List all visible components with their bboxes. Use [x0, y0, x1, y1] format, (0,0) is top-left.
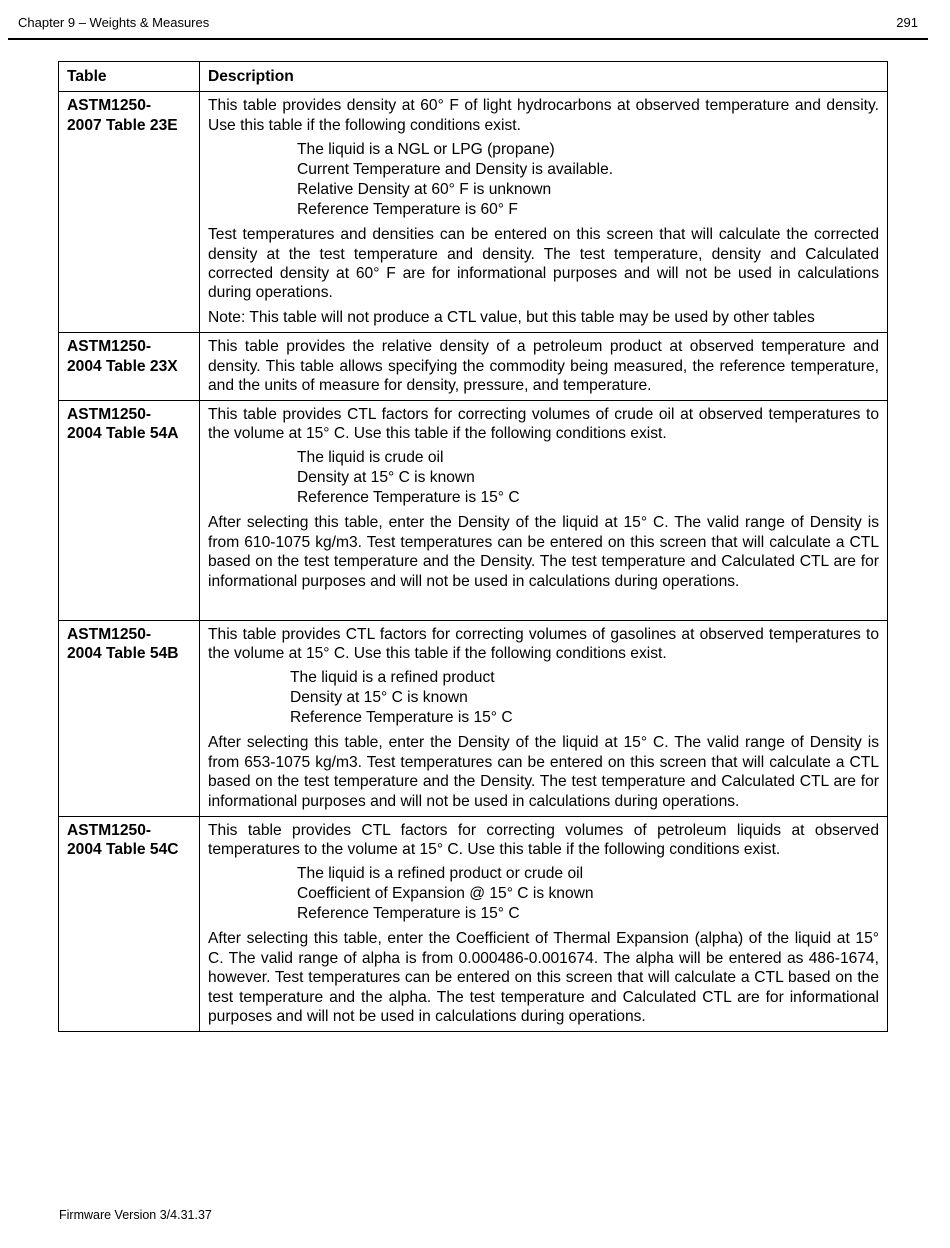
condition-item: The liquid is crude oil	[297, 449, 444, 467]
description-note: Note: This table will not produce a CTL value, but this table may be used by other tables	[208, 308, 815, 326]
condition-item: Reference Temperature is 15° C	[297, 905, 520, 923]
table-name-line: 2004 Table 23X	[67, 357, 178, 375]
table-name-line: 2004 Table 54C	[67, 841, 179, 859]
column-header-description: Description	[200, 62, 888, 92]
description-cell	[200, 333, 888, 400]
description-details: After selecting this table, enter the Density of the liquid at 15° C. The valid range of Density is from 610-1075 kg/m3. Test temperatures can be entered on this screen that will calculate a CTL based on the test temperature and the Density. The test temperature and Calculated CTL are for informational purposes and will not be used in calculations during operations.	[208, 514, 879, 590]
condition-item: The liquid is a NGL or LPG (propane)	[297, 141, 555, 159]
page-number: 291	[896, 15, 918, 30]
conditions-list	[208, 448, 879, 508]
table-row	[59, 400, 888, 620]
column-header-table: Table	[59, 62, 200, 92]
condition-item: Relative Density at 60° F is unknown	[297, 181, 552, 199]
conditions-list	[208, 140, 879, 220]
description-intro: This table provides density at 60° F of light hydrocarbons at observed temperature and density. Use this table if the following conditions exist.	[208, 97, 879, 134]
description-cell	[200, 816, 888, 1031]
table-header-row	[59, 62, 888, 92]
description-cell	[200, 620, 888, 816]
table-name-cell	[59, 620, 200, 816]
table-row	[59, 92, 888, 333]
condition-item: Current Temperature and Density is available.	[297, 161, 614, 179]
table-name-line: 2007 Table 23E	[67, 116, 178, 134]
condition-item: Density at 15° C is known	[297, 469, 475, 487]
table-name-line: ASTM1250-	[67, 97, 152, 115]
description-intro: This table provides CTL factors for correcting volumes of petroleum liquids at observed temperatures to the volume at 15° C. Use this table if the following conditions exist.	[208, 821, 879, 859]
description-cell	[200, 400, 888, 620]
conditions-list	[208, 668, 879, 728]
table-name-cell	[59, 816, 200, 1031]
chapter-title: Chapter 9 – Weights & Measures	[18, 15, 210, 30]
table-name-cell	[59, 400, 200, 620]
firmware-version: Firmware Version 3/4.31.37	[59, 1208, 212, 1222]
condition-item: Reference Temperature is 15° C	[290, 709, 513, 727]
description-cell	[200, 92, 888, 333]
table-name-line: ASTM1250-	[67, 821, 152, 839]
table-name-line: ASTM1250-	[67, 405, 152, 423]
condition-item: The liquid is a refined product	[290, 669, 495, 687]
condition-item: The liquid is a refined product or crude oil	[297, 865, 584, 883]
table-name-cell	[59, 92, 200, 333]
description-details: After selecting this table, enter the Density of the liquid at 15° C. The valid range of Density is from 653-1075 kg/m3. Test temperatures can be entered on this screen that will calculate a CTL based on the test temperature and the Density. The test temperature and Calculated CTL are for informational purposes and will not be used in calculations during operations.	[208, 734, 879, 810]
condition-item: Reference Temperature is 60° F	[297, 201, 518, 219]
description-details: Test temperatures and densities can be entered on this screen that will calculate the corrected density at the test temperature and density. The test temperature, density and Calculated corrected density at 60° F are for informational purposes and will not be used in calculations during operations.	[208, 226, 879, 302]
conditions-list	[208, 864, 879, 924]
table-row	[59, 816, 888, 1031]
table-name-line: ASTM1250-	[67, 625, 152, 643]
page-header	[8, 14, 928, 40]
table-row	[59, 620, 888, 816]
description-intro: This table provides CTL factors for correcting volumes of gasolines at observed temperatures to the volume at 15° C. Use this table if the following conditions exist.	[208, 625, 879, 663]
table-name-cell	[59, 333, 200, 400]
table-row	[59, 333, 888, 400]
description-details: After selecting this table, enter the Coefficient of Thermal Expansion (alpha) of the liquid at 15° C. The valid range of alpha is from 0.000486-0.001674. The alpha will be entered as 486-1674, however. Test temperatures can be entered on this screen that will calculate a CTL based on the test temperature and the alpha. The test temperature and Calculated CTL are for informational purposes and will not be used in calculations during operations.	[208, 930, 879, 1026]
condition-item: Coefficient of Expansion @ 15° C is known	[297, 885, 594, 903]
description-intro: This table provides CTL factors for correcting volumes of crude oil at observed temperatures to the volume at 15° C. Use this table if the following conditions exist.	[208, 405, 879, 443]
condition-item: Reference Temperature is 15° C	[297, 489, 520, 507]
table-name-line: 2004 Table 54B	[67, 645, 179, 663]
astm-tables	[58, 61, 888, 1032]
description-intro: This table provides the relative density of a petroleum product at observed temperature and density. This table allows specifying the commodity being measured, the reference temperature, and the units of measure for density, pressure, and temperature.	[208, 338, 879, 395]
condition-item: Density at 15° C is known	[290, 689, 468, 707]
table-name-line: 2004 Table 54A	[67, 425, 179, 443]
table-name-line: ASTM1250-	[67, 338, 152, 356]
